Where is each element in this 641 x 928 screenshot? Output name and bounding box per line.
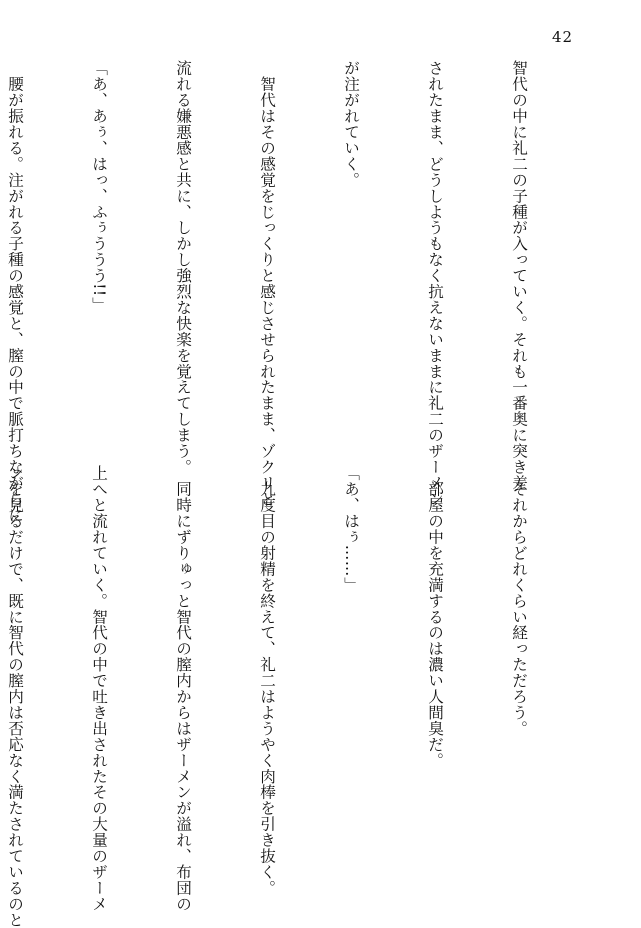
text-line: されたまま、どうしようもなく抗えないままに礼二のザーメン	[426, 60, 444, 507]
page-number: 42	[552, 28, 574, 46]
text-line: 部屋の中を充満するのは濃い人間臭だ。	[426, 465, 444, 769]
text-line: 「あ、はぅ……」	[342, 465, 360, 593]
text-line: 智代の中に礼二の子種が入っていく。それも一番奥に突き差	[510, 60, 528, 491]
text-line: 智代はその感覚をじっくりと感じさせられたまま、ゾクリと	[258, 60, 276, 507]
text-line: それからどれくらい経っただろう。	[510, 465, 528, 737]
text-line: が注がれていく。	[342, 60, 360, 188]
text-block-top	[0, 60, 589, 523]
text-line: 上へと流れていく。智代の中で吐き出されたその大量のザーメ	[90, 465, 108, 912]
text-line: ンを見るだけで、既に智代の膣内は否応なく満たされているのと	[6, 465, 24, 928]
text-line: 流れる嫌悪感と共に、しかし強烈な快楽を覚えてしまう。	[174, 60, 192, 475]
text-line: 同時にずりゅっと智代の膣内からはザーメンが溢れ、布団の	[174, 465, 192, 912]
text-line: 九度目の射精を終えて、礼二はようやく肉棒を引き抜く。	[258, 465, 276, 896]
text-line: 「あ、あぅ、はっ、ふぅううう!!」	[90, 60, 108, 313]
text-block-bottom	[0, 465, 589, 928]
text-line: 腰が振れる。注がれる子種の感覚と、膣の中で脈打ちながらに	[6, 60, 24, 523]
